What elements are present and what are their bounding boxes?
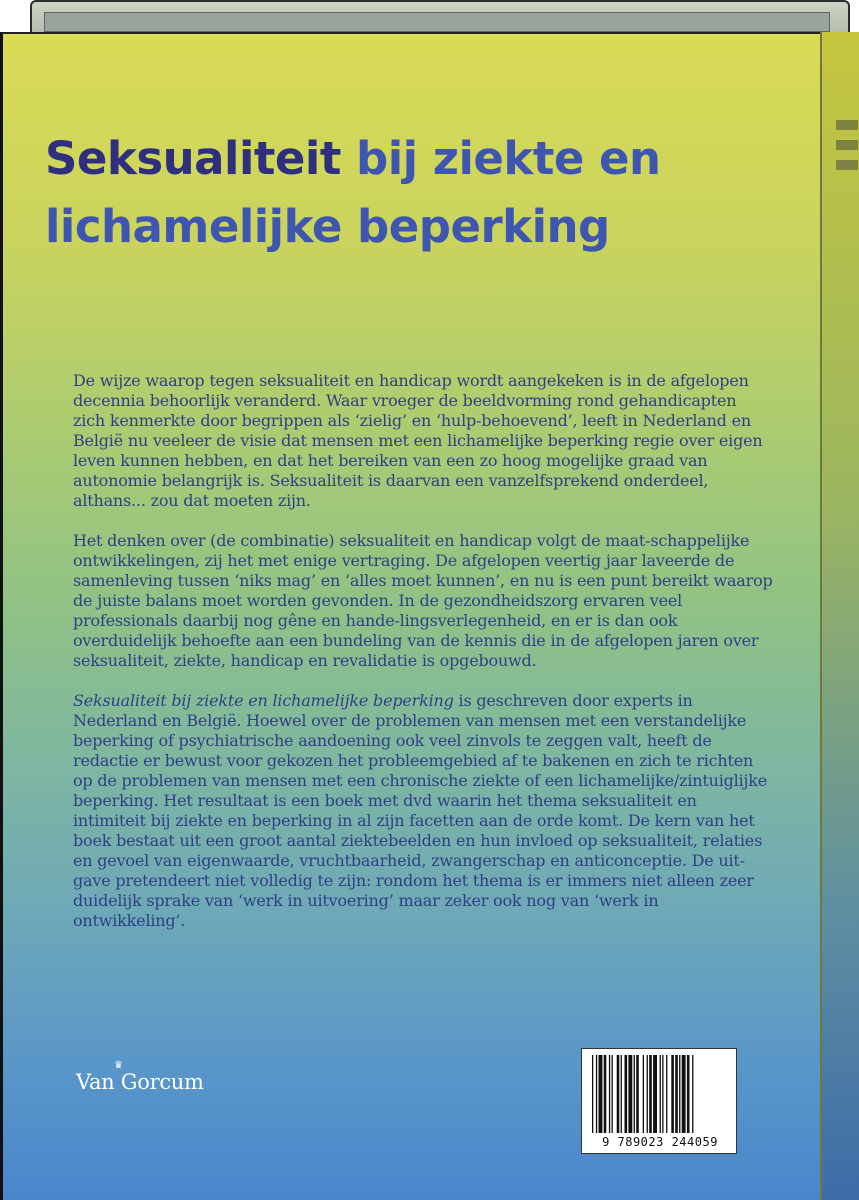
blurb	[73, 371, 773, 951]
spine-text-mark	[836, 120, 858, 130]
book-title-italic: Seksualiteit bij ziekte en lichamelijke beperking	[73, 691, 454, 710]
barcode-bars	[590, 1055, 730, 1133]
spine-text-mark	[836, 160, 858, 170]
title-rest: bij ziekte en lichamelijke beperking	[45, 132, 661, 253]
blurb-paragraph-3-text: is geschreven door experts in Nederland en België. Hoewel over de problemen van mensen met een verstandelijke beperking of psychiatrische aandoening ook veel zinvols te zeggen valt, heeft de redactie er bewust voor gekozen het probleemgebied af te bakenen en zich te richten op de problemen van mensen met een chronische ziekte of een lichamelijke/zintuiglijke beperking. Het resultaat is een boek met dvd waarin het thema seksualiteit en intimiteit bij ziekte en beperking in al zijn facetten aan de orde komt. De kern van het boek bestaat uit een groot aantal ziektebeelden en hun invloed op seksualiteit, relaties en gevoel van eigenwaarde, vruchtbaarheid, zwangerschap en anticonceptie. De uit-gave pretendeert niet volledig te zijn: rondom het thema is er immers niet alleen zeer duidelijk sprake van ‘werk in uitvoering’ maar zeker ook nog van ‘werk in ontwikkeling’.	[73, 691, 768, 930]
book-title	[45, 125, 805, 261]
blurb-paragraph-3	[73, 691, 773, 931]
isbn-barcode	[581, 1048, 737, 1154]
publisher-logo: Van Gorcum	[76, 1070, 204, 1094]
spine-text-mark	[836, 140, 858, 150]
title-first-word: Seksualiteit	[45, 132, 341, 185]
isbn-number: 9 789023 244059	[602, 1135, 718, 1149]
blurb-paragraph-1: De wijze waarop tegen seksualiteit en handicap wordt aangekeken is in de afgelopen decennia behoorlijk veranderd. Waar vroeger de beeldvorming rond gehandicapten zich kenmerkte door begrippen als ‘zielig’ en ‘hulp-behoevend’, leeft in Nederland en België nu veeleer de visie dat mensen met een lichamelijke beperking regie over eigen leven kunnen hebben, en dat het bereiken van een zo hoog mogelijke graad van autonomie belangrijk is. Seksualiteit is daarvan een vanzelfsprekend onderdeel, althans... zou dat moeten zijn.	[73, 371, 763, 510]
book-spine	[820, 32, 859, 1200]
crown-icon: ♛	[114, 1060, 123, 1071]
book-page-edge	[44, 12, 830, 32]
blurb-paragraph-2: Het denken over (de combinatie) seksualiteit en handicap volgt de maat-schappelijke ontwikkelingen, zij het met enige vertraging. De afgelopen veertig jaar laveerde de samenleving tussen ‘niks mag’ en ‘alles moet kunnen’, en nu is een punt bereikt waarop de juiste balans moet worden gevonden. In de gezondheidszorg ervaren veel professionals daarbij nog gêne en hande-lingsverlegenheid, en er is dan ook overduidelijk behoefte aan een bundeling van de kennis die in de afgelopen jaren over seksualiteit, ziekte, handicap en revalidatie is opgebouwd.	[73, 531, 773, 670]
